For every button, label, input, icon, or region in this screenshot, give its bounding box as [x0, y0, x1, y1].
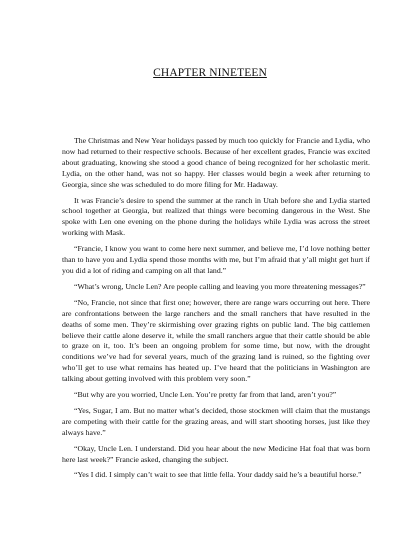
- chapter-title: CHAPTER NINETEEN: [153, 67, 267, 79]
- paragraph: “But why are you worried, Uncle Len. You’re pretty far from that land, aren’t you?”: [74, 390, 337, 400]
- paragraph: “Okay, Uncle Len. I understand. Did you hear about the new Medicine Hat foal that was born here last week?” Francie asked, changing the subject.: [62, 443, 370, 464]
- chapter-body: [62, 136, 370, 486]
- paragraph: “No, Francie, not since that first one; however, there are range wars occurring out here. There are confrontations between the large ranchers and the small ranchers that have resulted in the deaths of some men. They’re skirmishing over grazing rights on public land. The big cattlemen believe their cattle alone deserve it, while the small ranchers argue that their cattle should be able to graze on it, too. It’s been an ongoing problem for some time, but now, with the drought conditions we’ve had for several years, much of the grazing land is ruined, so the fighting over who’ll get to use what remains has heated up. I’ve heard that the politicians in Washington are talking about getting involved with this problem very soon.”: [62, 297, 370, 384]
- paragraph: “Yes, Sugar, I am. But no matter what’s decided, those stockmen will claim that the mustangs are competing with their cattle for the grazing areas, and will start shooting horses, just like they always have.”: [62, 405, 370, 437]
- paragraph: It was Francie’s desire to spend the summer at the ranch in Utah before she and Lydia started school together at Georgia, but realized that things were becoming dangerous in the West. She spoke with Len one evening on the phone during the holidays while Lydia was across the street working with Mask.: [62, 195, 370, 238]
- paragraph: “What’s wrong, Uncle Len? Are people calling and leaving you more threatening messages?”: [74, 281, 366, 291]
- paragraph: “Francie, I know you want to come here next summer, and believe me, I’d love nothing better than to have you and Lydia spend those months with me, but I’m afraid that y’all might get hurt if you did a lot of riding and camping on all that land.”: [62, 244, 370, 275]
- paragraph: The Christmas and New Year holidays passed by much too quickly for Francie and Lydia, who now had returned to their respective schools. Because of her excellent grades, Francie was excited about graduating, knowing she stood a good chance of being recognized for her scholastic merit. Lydia, on the other hand, was not so happy. Her classes would begin a week after returning to Georgia, since she was scheduled to do more filing for Mr. Hadaway.: [62, 136, 370, 189]
- paragraph: “Yes I did. I simply can’t wait to see that little fella. Your daddy said he’s a beautiful horse.”: [74, 470, 362, 480]
